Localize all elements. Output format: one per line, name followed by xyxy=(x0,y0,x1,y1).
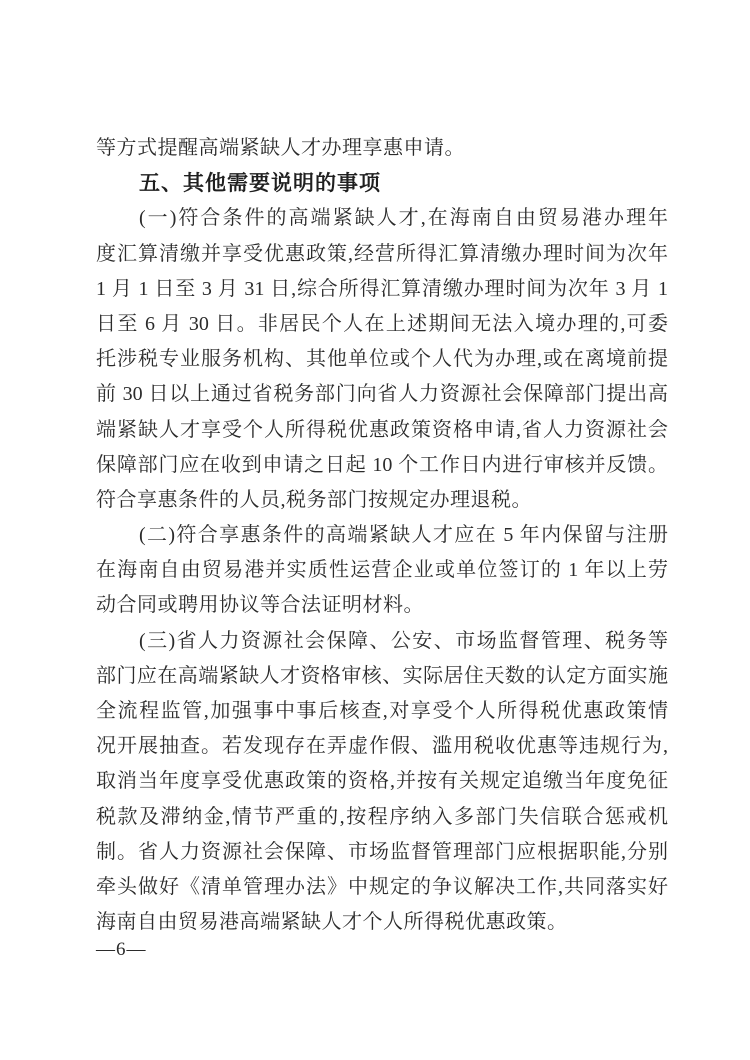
text-line: (三)省人力资源社会保障、公安、市场监督管理、税务等 xyxy=(139,629,668,652)
text-line: 1 月 1 日至 3 月 31 日,综合所得汇算清缴办理时间为次年 3 月 1 xyxy=(96,277,668,300)
text-line: 税款及滞纳金,情节严重的,按程序纳入多部门失信联合惩戒机 xyxy=(96,805,668,828)
text-line: (一)符合条件的高端紧缺人才,在海南自由贸易港办理年 xyxy=(139,207,668,230)
text-line: 托涉税专业服务机构、其他单位或个人代为办理,或在离境前提 xyxy=(96,348,668,371)
text-line: 度汇算清缴并享受优惠政策,经营所得汇算清缴办理时间为次年 xyxy=(96,242,668,265)
text-line: 牵头做好《清单管理办法》中规定的争议解决工作,共同落实好 xyxy=(96,875,668,898)
text-line: 制。省人力资源社会保障、市场监督管理部门应根据职能,分别 xyxy=(96,840,668,863)
text-line: 动合同或聘用协议等合法证明材料。 xyxy=(96,594,424,617)
text-line: 在海南自由贸易港并实质性运营企业或单位签订的 1 年以上劳 xyxy=(96,559,668,582)
text-line: 日至 6 月 30 日。非居民个人在上述期间无法入境办理的,可委 xyxy=(96,312,668,335)
page-number: —6— xyxy=(96,939,147,960)
text-line: 取消当年度享受优惠政策的资格,并按有关规定追缴当年度免征 xyxy=(96,770,668,793)
text-line: 前 30 日以上通过省税务部门向省人力资源社会保障部门提出高 xyxy=(96,383,668,406)
document-body xyxy=(96,131,668,940)
text-line: 端紧缺人才享受个人所得税优惠政策资格申请,省人力资源社会 xyxy=(96,418,668,441)
text-line: 部门应在高端紧缺人才资格审核、实际居住天数的认定方面实施 xyxy=(96,664,668,687)
text-line: 保障部门应在收到申请之日起 10 个工作日内进行审核并反馈。 xyxy=(96,453,668,476)
text-line: (二)符合享惠条件的高端紧缺人才应在 5 年内保留与注册 xyxy=(139,524,668,547)
text-line: 海南自由贸易港高端紧缺人才个人所得税优惠政策。 xyxy=(96,911,568,934)
text-line: 符合享惠条件的人员,税务部门按规定办理退税。 xyxy=(96,488,532,511)
text-line: 全流程监管,加强事中事后核查,对享受个人所得税优惠政策情 xyxy=(96,700,668,722)
section-heading: 五、其他需要说明的事项 xyxy=(139,172,381,196)
text-line: 等方式提醒高端紧缺人才办理享惠申请。 xyxy=(96,137,465,159)
text-line: 况开展抽查。若发现存在弄虚作假、滥用税收优惠等违规行为, xyxy=(96,735,668,758)
